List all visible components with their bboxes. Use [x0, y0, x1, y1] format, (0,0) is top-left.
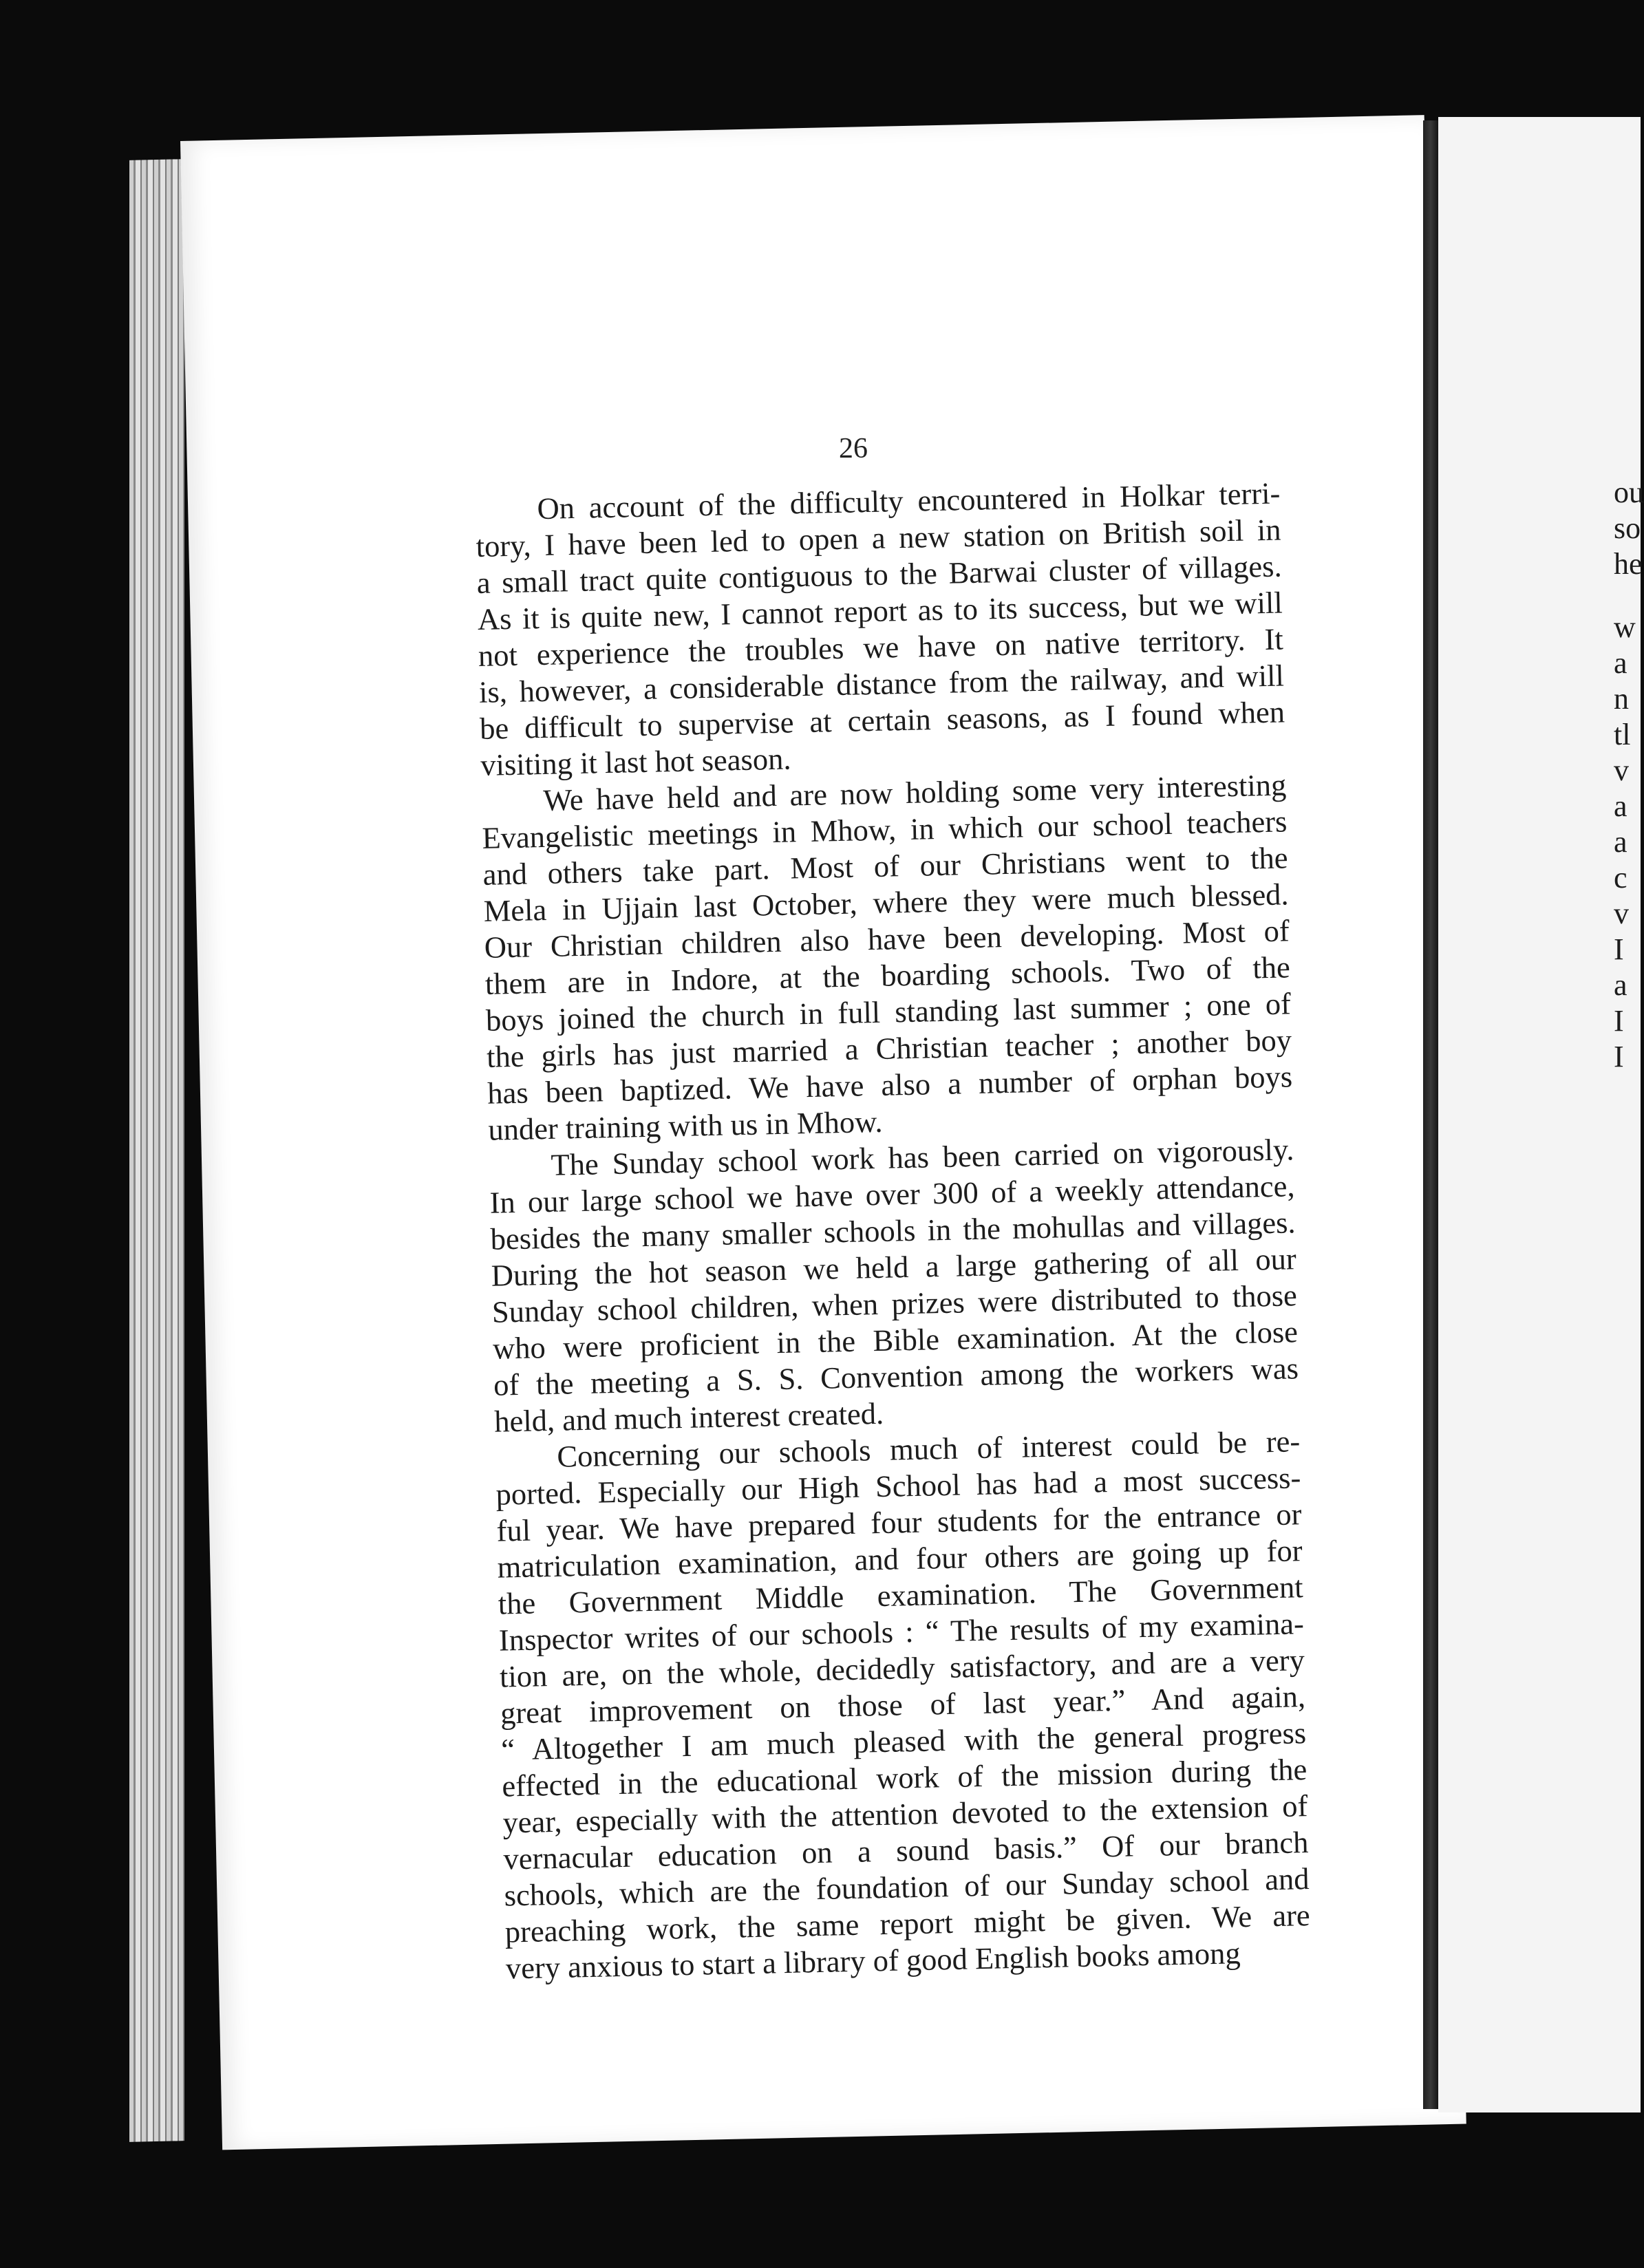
text-line: has been baptized. We have also a number of orphan boys [487, 1059, 1293, 1111]
text-line: Evangelistic meetings in Mhow, in which our school teachers [482, 804, 1288, 855]
text-line: ported. Especially our High School has had a most success- [495, 1460, 1301, 1512]
text-line: them are in Indore, at the boarding schools. Two of the [484, 950, 1291, 1001]
text-line: “ Altogether I am much pleased with the general progress [500, 1715, 1307, 1767]
text-line: of the meeting a S. S. Convention among the workers was [493, 1351, 1299, 1402]
fragment: w [1614, 610, 1636, 644]
text-line: besides the many smaller schools in the mohullas and villages. [490, 1205, 1296, 1256]
text-line: As it is quite new, I cannot report as to its success, but we will [477, 585, 1283, 636]
text-line: ful year. We have prepared four students for the entrance or [496, 1497, 1302, 1548]
fragment: n [1614, 682, 1629, 716]
text-line: During the hot season we held a large gathering of all our [491, 1241, 1297, 1293]
fragment: a [1614, 646, 1627, 680]
paragraph-2 [481, 767, 1294, 1148]
text-line: The Sunday school work has been carried on vigorously. [550, 1132, 1294, 1182]
text-line: tion are, on the whole, decidedly satisfactory, and are a very [499, 1643, 1305, 1694]
fragment [1614, 582, 1641, 610]
text-line: the girls has just married a Christian teacher ; another boy [486, 1023, 1292, 1074]
text-line: great improvement on those of last year.” And again, [500, 1679, 1306, 1731]
fragment: c [1614, 861, 1627, 895]
fragment: a [1614, 968, 1627, 1002]
fragment: so [1614, 511, 1641, 545]
text-line: effected in the educational work of the mission during the [501, 1752, 1307, 1804]
fragment: I [1614, 932, 1624, 966]
text-line: and others take part. Most of our Christians went to the [482, 840, 1288, 892]
facing-page-text [1614, 475, 1644, 1075]
text-line: Sunday school children, when prizes were distributed to those [491, 1278, 1298, 1329]
right-page [1438, 117, 1644, 2112]
text-line: vernacular education on a sound basis.” Of our branch [503, 1825, 1309, 1876]
paragraph-4 [495, 1423, 1311, 1987]
text-line: Concerning our schools much of interest could be re- [556, 1424, 1301, 1474]
book-gutter [1423, 120, 1438, 2109]
text-line: very anxious to start a library of good English books among [505, 1936, 1241, 1986]
paragraph-1 [475, 475, 1286, 783]
text-line: Mela in Ujjain last October, where they were much blessed. [483, 877, 1290, 928]
text-line: Inspector writes of our schools : “ The results of my examina- [498, 1606, 1305, 1658]
text-line: Our Christian children also have been developing. Most of [484, 913, 1290, 965]
paragraph-3 [489, 1131, 1300, 1440]
text-line: visiting it last hot season. [480, 741, 791, 782]
fragment: ou [1614, 475, 1644, 509]
text-line: tory, I have been led to open a new station on British soil in [476, 512, 1281, 564]
text-line: preaching work, the same report might be given. We are [504, 1898, 1311, 1949]
fragment: v [1614, 753, 1629, 787]
text-line: We have held and are now holding some very interesting [542, 767, 1287, 818]
text-line: who were proficient in the Bible examination. At the close [492, 1314, 1299, 1366]
text-line: the Government Middle examination. The Government [498, 1570, 1304, 1621]
text-line: schools, which are the foundation of our Sunday school and [504, 1861, 1310, 1913]
text-line: is, however, a considerable distance from the railway, and will [478, 658, 1285, 709]
text-line: boys joined the church in full standing last summer ; one of [485, 986, 1292, 1038]
fragment: v [1614, 897, 1629, 930]
text-line: under training with us in Mhow. [487, 1104, 883, 1147]
text-line: held, and much interest created. [493, 1395, 884, 1439]
text-line: a small tract quite contiguous to the Barwai cluster of villages. [476, 548, 1283, 600]
text-line: In our large school we have over 300 of a weekly attendance, [489, 1168, 1295, 1220]
page-edges [129, 159, 184, 2142]
fragment: a [1614, 789, 1627, 823]
text-line: not experience the troubles we have on native territory. It [478, 621, 1284, 673]
fragment: a [1614, 825, 1627, 859]
text-line: On account of the difficulty encountered in Holkar terri- [537, 475, 1281, 526]
text-line: year, especially with the attention devoted to the extension of [502, 1788, 1308, 1840]
body-text [475, 475, 1311, 1987]
fragment: tl [1614, 718, 1631, 751]
fragment: he [1614, 547, 1643, 581]
text-line: matriculation examination, and four others are going up for [497, 1533, 1303, 1585]
fragment: I [1614, 1004, 1624, 1038]
fragment: I [1614, 1040, 1624, 1073]
page-number: 26 [839, 433, 868, 464]
text-line: be difficult to supervise at certain seasons, as I found when [479, 694, 1285, 746]
